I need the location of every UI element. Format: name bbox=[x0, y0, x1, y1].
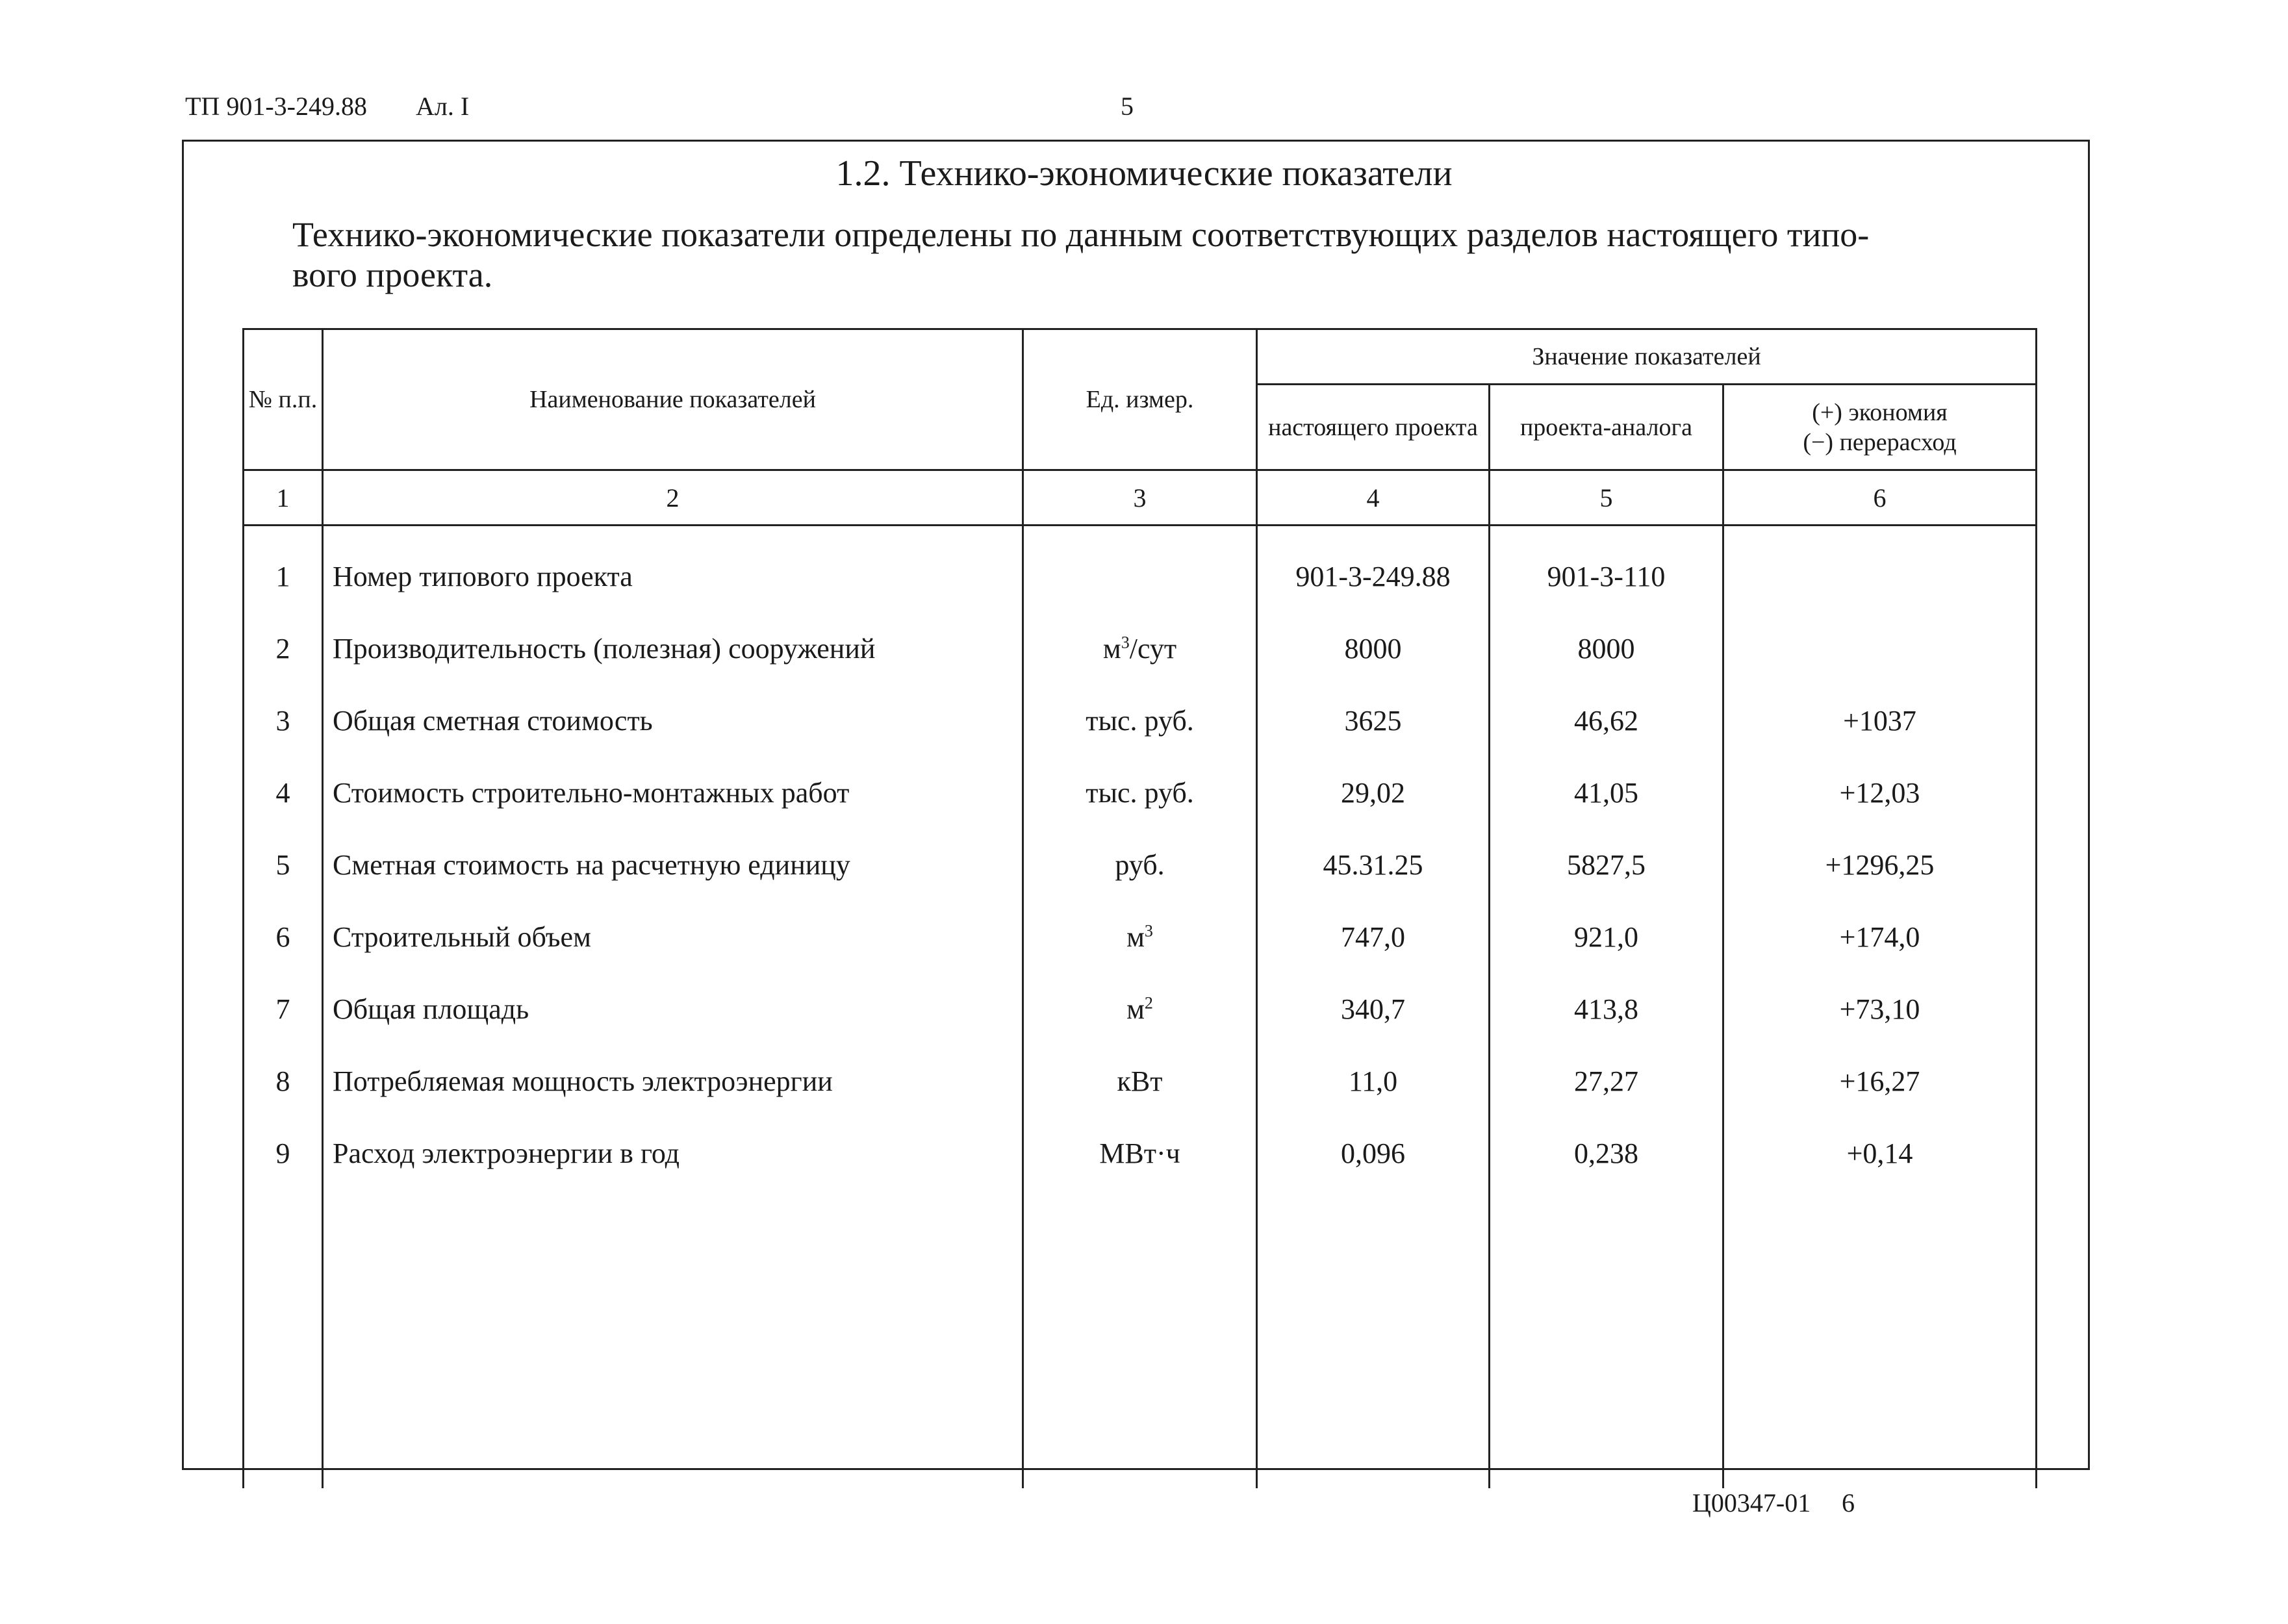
header-analog: проекта-аналога bbox=[1490, 385, 1723, 470]
row-difference: +16,27 bbox=[1723, 1045, 2037, 1117]
table-row bbox=[244, 685, 2037, 757]
row-name: Потребляемая мощность электроэнергии bbox=[323, 1045, 1023, 1117]
header-current: настоящего проекта bbox=[1257, 385, 1490, 470]
row-number: 7 bbox=[244, 973, 323, 1045]
table-row bbox=[244, 1045, 2037, 1117]
row-number: 5 bbox=[244, 829, 323, 901]
unit-text: кВт bbox=[1117, 1065, 1163, 1097]
column-number: 4 bbox=[1257, 470, 1490, 526]
empty-cell bbox=[323, 1189, 1023, 1488]
document-code: ТП 901-3-249.88 bbox=[185, 92, 367, 121]
row-current-value: 45.31.25 bbox=[1257, 829, 1490, 901]
unit-text: руб. bbox=[1115, 849, 1165, 881]
row-analog-value: 413,8 bbox=[1490, 973, 1723, 1045]
empty-cell bbox=[244, 1189, 323, 1488]
header-unit: Ед. измер. bbox=[1023, 329, 1257, 470]
row-name: Общая площадь bbox=[323, 973, 1023, 1045]
unit-text: м bbox=[1126, 993, 1145, 1025]
row-analog-value: 5827,5 bbox=[1490, 829, 1723, 901]
row-number: 8 bbox=[244, 1045, 323, 1117]
intro-line-1: Технико-экономические показатели определены по данным соответствующих разделов настоящего типо- bbox=[292, 215, 1870, 254]
row-unit bbox=[1023, 1045, 1257, 1117]
unit-exponent: 3 bbox=[1121, 633, 1130, 652]
sheet-label: Ал. I bbox=[416, 92, 470, 121]
row-analog-value: 41,05 bbox=[1490, 757, 1723, 829]
row-current-value: 747,0 bbox=[1257, 901, 1490, 973]
row-name: Стоимость строительно-монтажных работ bbox=[323, 757, 1023, 829]
row-analog-value: 901-3-110 bbox=[1490, 526, 1723, 613]
row-difference: +1296,25 bbox=[1723, 829, 2037, 901]
row-name: Сметная стоимость на расчетную единицу bbox=[323, 829, 1023, 901]
page-number: 5 bbox=[1121, 92, 1134, 121]
header-diff-line-1: (+) экономия bbox=[1812, 398, 1948, 426]
header-diff bbox=[1723, 385, 2037, 470]
row-difference: +73,10 bbox=[1723, 973, 2037, 1045]
row-number: 9 bbox=[244, 1117, 323, 1189]
row-number: 3 bbox=[244, 685, 323, 757]
row-current-value: 11,0 bbox=[1257, 1045, 1490, 1117]
row-analog-value: 8000 bbox=[1490, 613, 1723, 685]
column-number: 2 bbox=[323, 470, 1023, 526]
row-name: Номер типового проекта bbox=[323, 526, 1023, 613]
unit-text: м bbox=[1126, 921, 1145, 953]
row-name: Строительный объем bbox=[323, 901, 1023, 973]
row-unit bbox=[1023, 613, 1257, 685]
unit-exponent: 2 bbox=[1144, 993, 1153, 1013]
table-row bbox=[244, 973, 2037, 1045]
row-difference: +174,0 bbox=[1723, 901, 2037, 973]
empty-cell bbox=[1023, 1189, 1257, 1488]
column-number: 6 bbox=[1723, 470, 2037, 526]
unit-text: тыс. руб. bbox=[1086, 777, 1194, 809]
column-number: 1 bbox=[244, 470, 323, 526]
row-difference bbox=[1723, 526, 2037, 613]
table-row bbox=[244, 1117, 2037, 1189]
unit-text: м bbox=[1102, 633, 1121, 665]
row-current-value: 340,7 bbox=[1257, 973, 1490, 1045]
row-name: Расход электроэнергии в год bbox=[323, 1117, 1023, 1189]
row-analog-value: 921,0 bbox=[1490, 901, 1723, 973]
empty-cell bbox=[1490, 1189, 1723, 1488]
row-unit bbox=[1023, 1117, 1257, 1189]
unit-exponent: 3 bbox=[1144, 921, 1153, 941]
footer-code: Ц00347-01 bbox=[1692, 1488, 1811, 1517]
footer-sheet: 6 bbox=[1842, 1488, 1855, 1517]
empty-cell bbox=[1257, 1189, 1490, 1488]
empty-cell bbox=[1723, 1189, 2037, 1488]
row-number: 4 bbox=[244, 757, 323, 829]
row-number: 1 bbox=[244, 526, 323, 613]
table-row bbox=[244, 757, 2037, 829]
row-number: 6 bbox=[244, 901, 323, 973]
row-current-value: 0,096 bbox=[1257, 1117, 1490, 1189]
row-analog-value: 27,27 bbox=[1490, 1045, 1723, 1117]
row-unit bbox=[1023, 757, 1257, 829]
header-num: № п.п. bbox=[244, 329, 323, 470]
indicators-table bbox=[242, 328, 2037, 1488]
unit-text: тыс. руб. bbox=[1086, 705, 1194, 737]
header-values-group: Значение показателей bbox=[1257, 329, 2037, 385]
row-name: Производительность (полезная) сооружений bbox=[323, 613, 1023, 685]
header-diff-line-2: (−) перерасход bbox=[1803, 428, 1957, 456]
unit-text: МВт·ч bbox=[1099, 1137, 1180, 1169]
column-numbers-row bbox=[244, 470, 2037, 526]
unit-suffix: /сут bbox=[1129, 633, 1177, 665]
row-unit bbox=[1023, 829, 1257, 901]
intro-line-2: вого проекта. bbox=[292, 255, 493, 294]
row-current-value: 3625 bbox=[1257, 685, 1490, 757]
row-unit bbox=[1023, 526, 1257, 613]
row-unit bbox=[1023, 685, 1257, 757]
row-current-value: 8000 bbox=[1257, 613, 1490, 685]
row-unit bbox=[1023, 901, 1257, 973]
row-current-value: 901-3-249.88 bbox=[1257, 526, 1490, 613]
row-difference: +0,14 bbox=[1723, 1117, 2037, 1189]
row-analog-value: 0,238 bbox=[1490, 1117, 1723, 1189]
row-difference: +12,03 bbox=[1723, 757, 2037, 829]
indicators-table-wrap bbox=[242, 328, 2037, 1488]
row-unit bbox=[1023, 973, 1257, 1045]
row-name: Общая сметная стоимость bbox=[323, 685, 1023, 757]
intro-paragraph bbox=[266, 214, 2020, 295]
row-number: 2 bbox=[244, 613, 323, 685]
table-row bbox=[244, 901, 2037, 973]
row-analog-value: 46,62 bbox=[1490, 685, 1723, 757]
row-current-value: 29,02 bbox=[1257, 757, 1490, 829]
table-row bbox=[244, 526, 2037, 613]
empty-filler-row bbox=[244, 1189, 2037, 1488]
column-number: 3 bbox=[1023, 470, 1257, 526]
column-number: 5 bbox=[1490, 470, 1723, 526]
table-row bbox=[244, 613, 2037, 685]
row-difference bbox=[1723, 613, 2037, 685]
section-title: 1.2. Технико-экономические показатели bbox=[835, 153, 1453, 194]
table-row bbox=[244, 829, 2037, 901]
row-difference: +1037 bbox=[1723, 685, 2037, 757]
header-name: Наименование показателей bbox=[323, 329, 1023, 470]
